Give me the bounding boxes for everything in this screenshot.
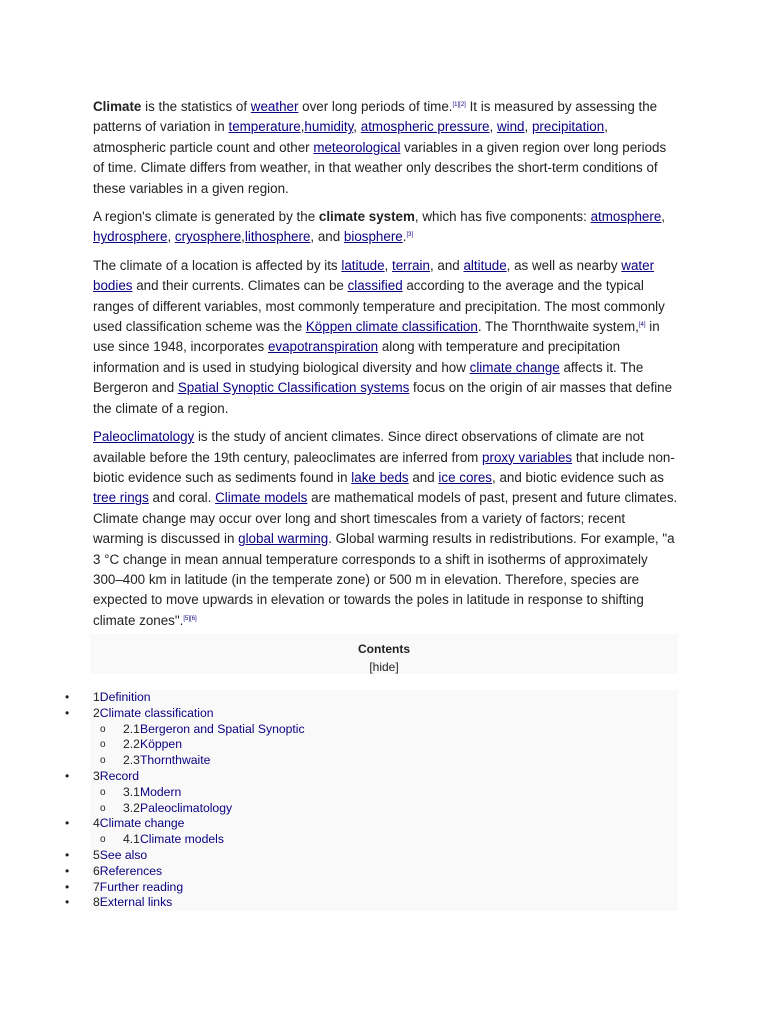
toc-number: 8 xyxy=(93,895,100,910)
toc-link[interactable]: Paleoclimatology xyxy=(139,800,233,815)
bullet-icon: • xyxy=(65,895,70,910)
toc-item[interactable] xyxy=(90,785,678,801)
toc-number: 2.3 xyxy=(123,753,140,768)
link-spatial-synoptic[interactable]: Spatial Synoptic Classification systems xyxy=(177,380,410,396)
toc-number: 3 xyxy=(93,768,100,783)
toc-item[interactable] xyxy=(90,737,678,753)
toc-number: 3.2 xyxy=(123,800,140,815)
toc-item[interactable] xyxy=(90,722,678,738)
link-wind[interactable]: wind xyxy=(496,119,525,135)
toc-number: 2.1 xyxy=(123,721,140,736)
toc-link[interactable]: External links xyxy=(99,895,173,910)
toc-item[interactable] xyxy=(65,879,678,896)
toc-number: 4.1 xyxy=(123,832,140,847)
toc-link[interactable]: Thornthwaite xyxy=(139,753,211,768)
toc-hide-toggle[interactable]: [hide] xyxy=(369,660,399,674)
link-humidity[interactable]: humidity xyxy=(304,119,354,135)
link-water-bodies[interactable]: water bodies xyxy=(93,257,655,294)
reference-3[interactable]: [3] xyxy=(406,232,414,239)
link-climate-models[interactable]: Climate models xyxy=(215,490,308,506)
link-lake-beds[interactable]: lake beds xyxy=(351,469,409,485)
reference-1-2[interactable]: [1][2] xyxy=(452,102,466,108)
toc-link[interactable]: See also xyxy=(99,847,148,862)
paragraph-classification: The climate of a location is affected by its latitude, terrain, and altitude, as well as nearby water bodies and their currents. Climates can be classified according to the average and the typical ranges of different variables, most commonly temperature and precipitation. The most commonly used classification scheme was the Köppen climate classification. The Thornthwaite system,[4] in use since 1948, incorporates evapotranspiration along with temperature and precipitation information and is used in studying biological diversity and how climate change affects it. The Bergeron and Spatial Synoptic Classification systems focus on the origin of air masses that define the climate of a region. xyxy=(93,257,673,416)
paragraph-paleoclimatology: Paleoclimatology is the study of ancient climates. Since direct observations of climate are not available before the 19th century, paleoclimates are inferred from proxy variables that include non-biotic evidence such as sediments found in lake beds and ice cores, and biotic evidence such as tree rings and coral. Climate models are mathematical models of past, present and future climates. Climate change may occur over long and short timescales from a variety of factors; recent warming is discussed in global warming. Global warming results in redistributions. For example, "a 3 °C change in mean annual temperature corresponds to a shift in isotherms of approximately 300–400 km in latitude (in the temperate zone) or 500 m in elevation. Therefore, species are expected to move upwards in elevation or towards the poles in latitude in response to shifting climate zones".[5][6] xyxy=(93,429,678,628)
link-proxy-variables[interactable]: proxy variables xyxy=(482,449,573,465)
toc-link[interactable]: Further reading xyxy=(99,879,184,894)
toc-link[interactable]: Climate change xyxy=(99,816,185,831)
toc-link[interactable]: Bergeron and Spatial Synoptic xyxy=(139,721,305,736)
circle-bullet-icon: o xyxy=(100,786,106,798)
toc-number: 4 xyxy=(93,816,100,831)
term-climate-system: climate system xyxy=(318,209,415,225)
toc-link[interactable]: Modern xyxy=(139,784,182,799)
toc-item[interactable] xyxy=(65,768,678,785)
bullet-icon: • xyxy=(65,816,70,831)
link-terrain[interactable]: terrain xyxy=(392,257,430,273)
link-atmosphere[interactable]: atmosphere xyxy=(590,209,662,225)
toc-item[interactable] xyxy=(65,847,678,864)
toc-link[interactable]: Climate classification xyxy=(99,705,214,720)
circle-bullet-icon: o xyxy=(100,834,106,846)
toc-number: 1 xyxy=(93,690,100,704)
toc-number: 2.2 xyxy=(123,737,140,752)
link-atmospheric-pressure[interactable]: atmospheric pressure xyxy=(360,119,490,135)
link-cryosphere[interactable]: cryosphere xyxy=(174,229,242,245)
circle-bullet-icon: o xyxy=(100,755,106,767)
toc-number: 6 xyxy=(93,863,100,878)
link-global-warming[interactable]: global warming xyxy=(238,531,329,547)
toc-title: Contents xyxy=(358,642,410,656)
toc-item[interactable] xyxy=(65,895,678,911)
link-koppen-classification[interactable]: Köppen climate classification xyxy=(305,319,478,335)
link-climate-change[interactable]: climate change xyxy=(469,359,560,375)
toc-list xyxy=(65,690,678,911)
paragraph-intro: Climate is the statistics of weather over long periods of time.[1][2] It is measured by assessing the patterns of variation in temperature,humidity, atmospheric pressure, wind, precipitation, atmospheric particle count and other meteorological variables in a given region over long periods of time. Climate differs from weather, in that weather only describes the short-term conditions of these variables in a given region. xyxy=(93,99,667,196)
toc-item[interactable] xyxy=(65,863,678,880)
link-ice-cores[interactable]: ice cores xyxy=(438,469,493,485)
bullet-icon: • xyxy=(65,768,70,783)
link-temperature[interactable]: temperature xyxy=(228,119,301,135)
toc-item[interactable] xyxy=(65,690,678,706)
link-tree-rings[interactable]: tree rings xyxy=(93,490,149,506)
bullet-icon: • xyxy=(65,847,70,862)
reference-5-6[interactable]: [5][6] xyxy=(183,615,197,622)
toc-link[interactable]: References xyxy=(99,863,163,878)
term-climate: Climate xyxy=(93,99,142,114)
bullet-icon: • xyxy=(65,879,70,894)
toc-link[interactable]: Köppen xyxy=(139,737,182,752)
toc-number: 2 xyxy=(93,705,100,720)
toc-item[interactable] xyxy=(90,801,678,817)
link-altitude[interactable]: altitude xyxy=(463,257,507,273)
toc-link[interactable]: Climate models xyxy=(139,832,224,847)
bullet-icon: • xyxy=(65,863,70,878)
link-latitude[interactable]: latitude xyxy=(341,257,385,273)
circle-bullet-icon: o xyxy=(100,723,106,735)
article-body xyxy=(93,97,678,639)
toc-item[interactable] xyxy=(65,705,678,722)
circle-bullet-icon: o xyxy=(100,739,106,751)
reference-4[interactable]: [4] xyxy=(638,322,646,329)
link-paleoclimatology[interactable]: Paleoclimatology xyxy=(93,429,195,445)
link-lithosphere[interactable]: lithosphere xyxy=(244,229,311,245)
toc-number: 5 xyxy=(93,847,100,862)
toc-link[interactable]: Record xyxy=(99,768,140,783)
link-weather[interactable]: weather xyxy=(250,99,299,114)
bullet-icon: • xyxy=(65,690,70,704)
link-classified[interactable]: classified xyxy=(347,278,403,294)
link-biosphere[interactable]: biosphere xyxy=(343,229,403,245)
link-precipitation[interactable]: precipitation xyxy=(531,119,605,135)
link-meteorological[interactable]: meteorological xyxy=(313,139,401,155)
toc-item[interactable] xyxy=(90,753,678,769)
link-hydrosphere[interactable]: hydrosphere xyxy=(93,229,168,245)
toc-header xyxy=(90,634,678,674)
toc-item[interactable] xyxy=(90,832,678,848)
bullet-icon: • xyxy=(65,705,70,720)
toc-item[interactable] xyxy=(65,816,678,832)
paragraph-climate-system: A region's climate is generated by the climate system, which has five components: atmosphere, hydrosphere, cryosphere,lithosphere, and biosphere.[3] xyxy=(93,209,666,245)
link-evapotranspiration[interactable]: evapotranspiration xyxy=(267,339,379,355)
circle-bullet-icon: o xyxy=(100,802,106,814)
toc-link[interactable]: Definition xyxy=(99,690,151,704)
toc-number: 3.1 xyxy=(123,784,140,799)
toc-number: 7 xyxy=(93,879,100,894)
